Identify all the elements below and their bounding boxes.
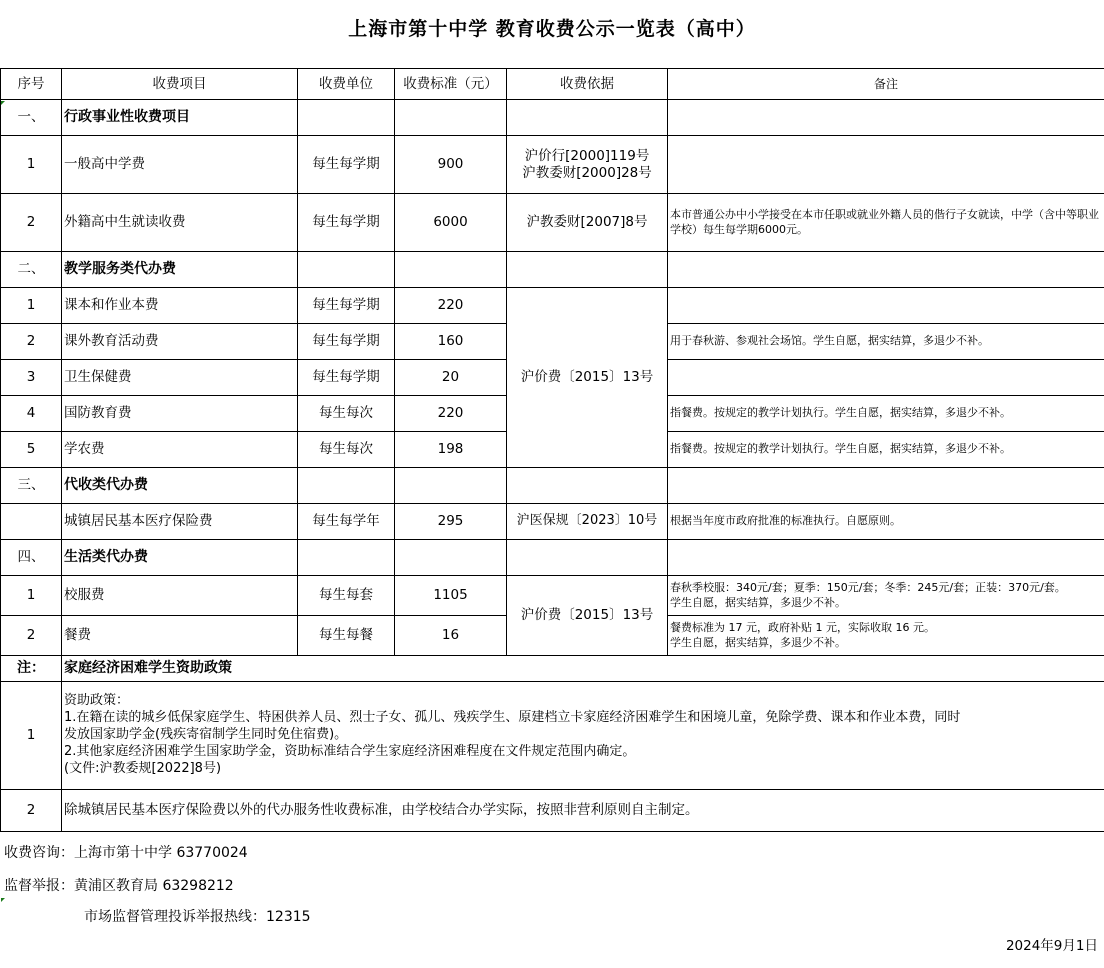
fee-unit: 每生每学期 — [298, 194, 395, 252]
fee-basis — [507, 136, 668, 194]
fee-table — [0, 68, 1104, 832]
fee-amount: 198 — [395, 432, 507, 468]
row-number: 5 — [1, 432, 62, 468]
cell-marker-icon — [1, 101, 5, 105]
fee-item: 卫生保健费 — [62, 360, 298, 396]
notes-text: 除城镇居民基本医疗保险费以外的代办服务性收费标准，由学校结合办学实际，按照非营利原则自主制定。 — [62, 790, 1104, 832]
fee-unit: 每生每学期 — [298, 324, 395, 360]
notes-row — [1, 790, 1104, 832]
header-row — [1, 69, 1104, 100]
notes-line: 1.在籍在读的城乡低保家庭学生、特困供养人员、烈士子女、孤儿、残疾学生、原建档立卡家庭经济困难学生和困境儿童，免除学费、课本和作业本费，同时 — [64, 710, 961, 726]
fee-note — [668, 616, 1104, 656]
fee-note-line: 餐费标准为 17 元，政府补贴 1 元，实际收取 16 元。 — [670, 620, 935, 634]
fee-unit: 每生每餐 — [298, 616, 395, 656]
fee-amount: 16 — [395, 616, 507, 656]
section-row — [1, 468, 1104, 504]
fee-item: 餐费 — [62, 616, 298, 656]
fee-item: 一般高中学费 — [62, 136, 298, 194]
row-number: 2 — [1, 194, 62, 252]
fee-amount: 160 — [395, 324, 507, 360]
notes-line: 资助政策： — [64, 693, 130, 709]
row-number: 1 — [1, 288, 62, 324]
section-title: 行政事业性收费项目 — [62, 100, 298, 136]
section-row — [1, 100, 1104, 136]
fee-note — [668, 576, 1104, 616]
fee-note: 本市普通公办中小学接受在本市任职或就业外籍人员的偕行子女就读，中学（含中等职业学校）每生每学期6000元。 — [668, 194, 1104, 252]
notes-title-row — [1, 656, 1104, 682]
section-title: 教学服务类代办费 — [62, 252, 298, 288]
supervise-report: 监督举报：黄浦区教育局 63298212 — [4, 878, 234, 894]
header-basis: 收费依据 — [507, 69, 668, 100]
fee-unit: 每生每套 — [298, 576, 395, 616]
table-row — [1, 136, 1104, 194]
fee-note-line: 学生自愿，据实结算，多退少不补。 — [670, 595, 846, 609]
fee-amount: 220 — [395, 288, 507, 324]
row-number: 2 — [1, 616, 62, 656]
fee-unit: 每生每次 — [298, 396, 395, 432]
section-row — [1, 252, 1104, 288]
fee-item: 学农费 — [62, 432, 298, 468]
fee-unit: 每生每学年 — [298, 504, 395, 540]
header-note: 备注 — [668, 69, 1104, 100]
fee-note — [668, 136, 1104, 194]
fee-item: 国防教育费 — [62, 396, 298, 432]
notes-row — [1, 682, 1104, 790]
row-number: 1 — [1, 682, 62, 790]
fee-basis-line: 沪价行[2000]119号 — [524, 147, 650, 164]
fee-amount: 295 — [395, 504, 507, 540]
notes-label: 注： — [1, 656, 62, 682]
section-row — [1, 540, 1104, 576]
fee-note — [668, 288, 1104, 324]
fee-note-line: 学生自愿，据实结算，多退少不补。 — [670, 635, 846, 649]
fee-item: 城镇居民基本医疗保险费 — [62, 504, 298, 540]
fee-item: 校服费 — [62, 576, 298, 616]
fee-amount: 900 — [395, 136, 507, 194]
row-number: 2 — [1, 324, 62, 360]
table-row — [1, 576, 1104, 616]
fee-note — [668, 360, 1104, 396]
section-title: 代收类代办费 — [62, 468, 298, 504]
row-number — [1, 504, 62, 540]
row-number: 3 — [1, 360, 62, 396]
notes-line: 2.其他家庭经济困难学生国家助学金，资助标准结合学生家庭经济困难程度在文件规定范围内确定。 — [64, 743, 636, 759]
fee-basis: 沪教委财[2007]8号 — [507, 194, 668, 252]
complaint-hotline: 市场监督管理投诉举报热线：12315 — [84, 909, 311, 925]
notes-line: 发放国家助学金(残疾寄宿制学生同时免住宿费)。 — [64, 727, 348, 743]
fee-basis: 沪价费〔2015〕13号 — [507, 288, 668, 468]
fee-amount: 220 — [395, 396, 507, 432]
fee-consult: 收费咨询：上海市第十中学 63770024 — [4, 845, 248, 861]
fee-unit: 每生每学期 — [298, 288, 395, 324]
fee-unit: 每生每学期 — [298, 136, 395, 194]
notes-line: (文件:沪教委规[2022]8号) — [64, 760, 222, 776]
fee-item: 课本和作业本费 — [62, 288, 298, 324]
fee-amount: 20 — [395, 360, 507, 396]
fee-note: 根据当年度市政府批准的标准执行。自愿原则。 — [668, 504, 1104, 540]
cell-marker-icon — [1, 898, 5, 902]
table-row — [1, 194, 1104, 252]
section-number: 四、 — [1, 540, 62, 576]
fee-item: 外籍高中生就读收费 — [62, 194, 298, 252]
notes-title: 家庭经济困难学生资助政策 — [62, 656, 1104, 682]
fee-basis: 沪价费〔2015〕13号 — [507, 576, 668, 656]
header-amount: 收费标准（元） — [395, 69, 507, 100]
fee-basis-line: 沪教委财[2000]28号 — [522, 164, 652, 181]
notes-policy — [62, 682, 1104, 790]
row-number: 1 — [1, 576, 62, 616]
fee-amount: 1105 — [395, 576, 507, 616]
publish-date: 2024年9月1日 — [1005, 938, 1098, 954]
page-title: 上海市第十中学 教育收费公示一览表（高中） — [348, 18, 756, 40]
fee-note: 指餐费。按规定的教学计划执行。学生自愿，据实结算，多退少不补。 — [668, 396, 1104, 432]
fee-basis: 沪医保规〔2023〕10号 — [507, 504, 668, 540]
section-number: 一、 — [1, 100, 62, 136]
header-item: 收费项目 — [62, 69, 298, 100]
header-unit: 收费单位 — [298, 69, 395, 100]
row-number: 2 — [1, 790, 62, 832]
section-number: 三、 — [1, 468, 62, 504]
row-number: 4 — [1, 396, 62, 432]
header-no: 序号 — [1, 69, 62, 100]
fee-amount: 6000 — [395, 194, 507, 252]
fee-unit: 每生每次 — [298, 432, 395, 468]
fee-note: 用于春秋游、参观社会场馆。学生自愿，据实结算，多退少不补。 — [668, 324, 1104, 360]
section-title: 生活类代办费 — [62, 540, 298, 576]
fee-unit: 每生每学期 — [298, 360, 395, 396]
fee-item: 课外教育活动费 — [62, 324, 298, 360]
fee-note: 指餐费。按规定的教学计划执行。学生自愿，据实结算，多退少不补。 — [668, 432, 1104, 468]
table-row — [1, 288, 1104, 324]
row-number: 1 — [1, 136, 62, 194]
fee-note-line: 春秋季校服：340元/套；夏季：150元/套；冬季：245元/套；正装：370元/套。 — [670, 580, 1066, 594]
table-row — [1, 504, 1104, 540]
section-number: 二、 — [1, 252, 62, 288]
